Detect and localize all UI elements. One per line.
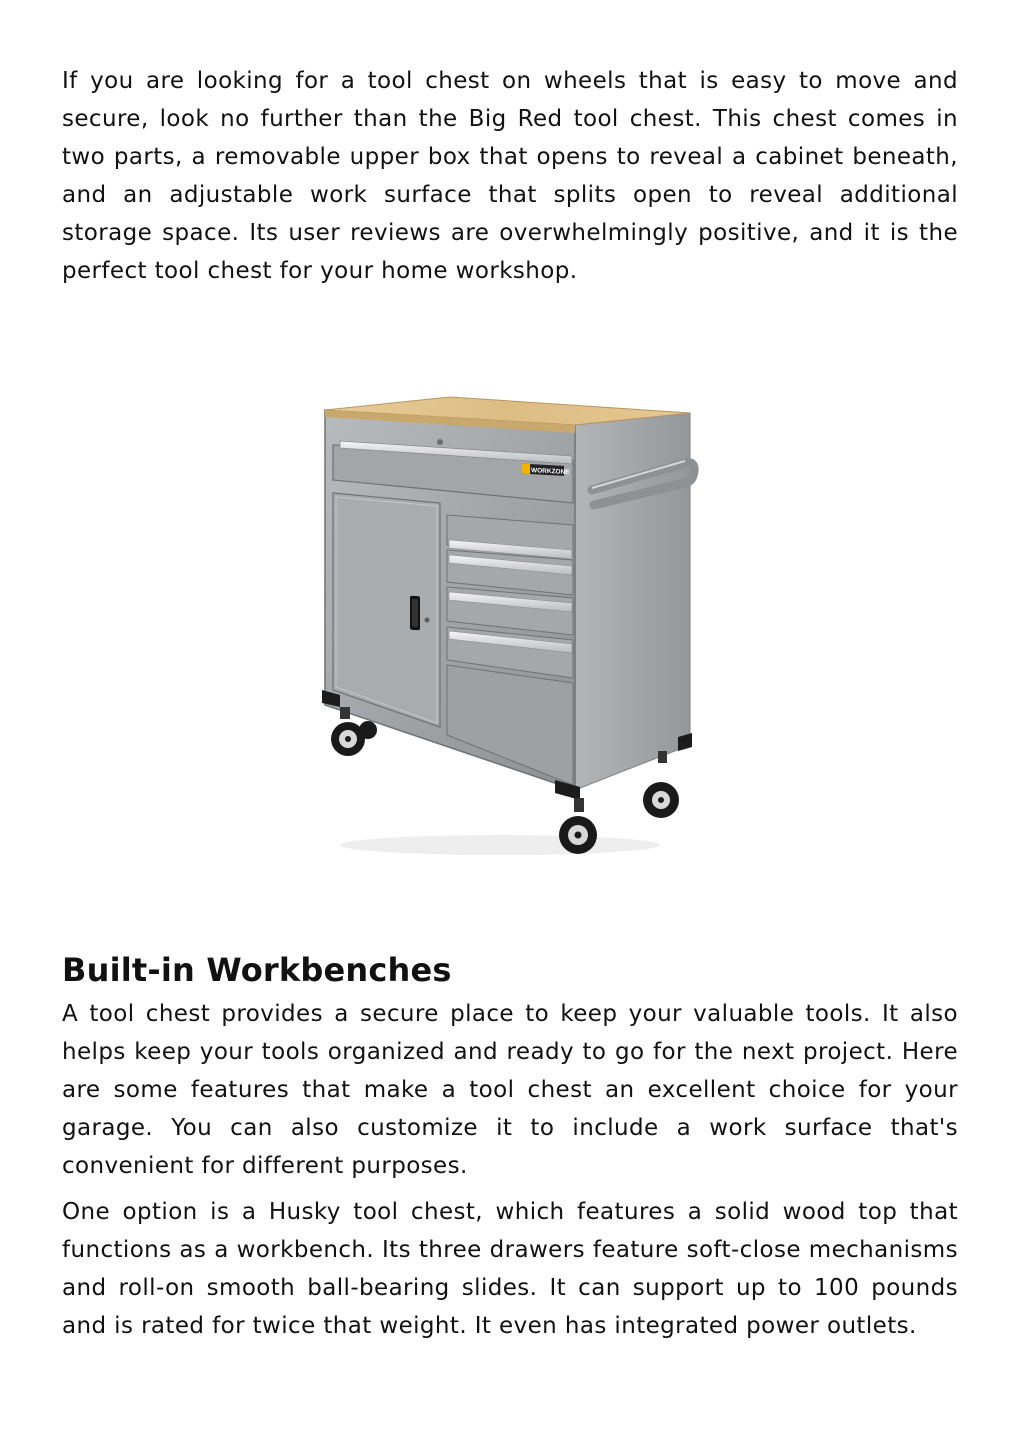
wheel-front-right <box>559 798 597 854</box>
section-paragraph-2: One option is a Husky tool chest, which features a solid wood top that functions as a workbench. Its three drawers feature soft-close mechanisms and roll-on smooth ball-bearing slides. It can support up to 100 pounds and is rated for twice that weight. It even has integrated power outlets. <box>62 1199 958 1339</box>
tool-chest-image <box>300 385 720 880</box>
intro-paragraph: If you are looking for a tool chest on wheels that is easy to move and secure, look no further than the Big Red tool chest. This chest comes in two parts, a removable upper box that opens to reveal a cabinet beneath, and an adjustable work surface that splits open to reveal additional storage space. Its user reviews are overwhelmingly positive, and it is the perfect tool chest for your home workshop. <box>62 68 958 284</box>
section-heading: Built-in Workbenches <box>62 951 452 989</box>
intro-block <box>62 62 958 290</box>
section-body <box>62 995 958 1345</box>
section-paragraph-1: A tool chest provides a secure place to keep your valuable tools. It also helps keep your tools organized and ready to go for the next project. Here are some features that make a tool chest an excellent choice for your garage. You can also customize it to include a work surface that's convenient for different purposes. <box>62 1001 958 1179</box>
door-lock-icon <box>425 618 430 623</box>
brand-label: WORKZONE <box>531 467 570 477</box>
wheel-rear-left <box>359 721 377 739</box>
lock-icon <box>437 439 443 445</box>
floor-shadow <box>340 835 660 855</box>
